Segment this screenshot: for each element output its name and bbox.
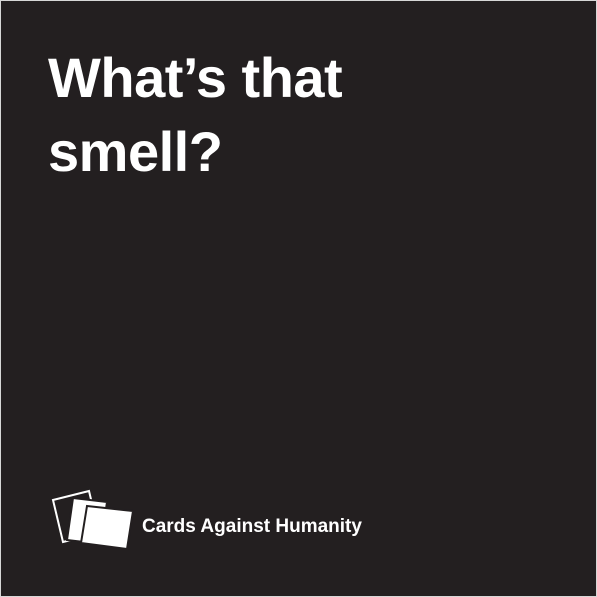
prompt-line-2: smell? <box>48 120 223 183</box>
prompt-line-1: What’s that <box>48 46 343 109</box>
stacked-cards-icon <box>51 489 137 549</box>
card-prompt <box>48 41 548 189</box>
card-footer <box>51 489 362 549</box>
brand-name: Cards Against Humanity <box>142 515 362 537</box>
